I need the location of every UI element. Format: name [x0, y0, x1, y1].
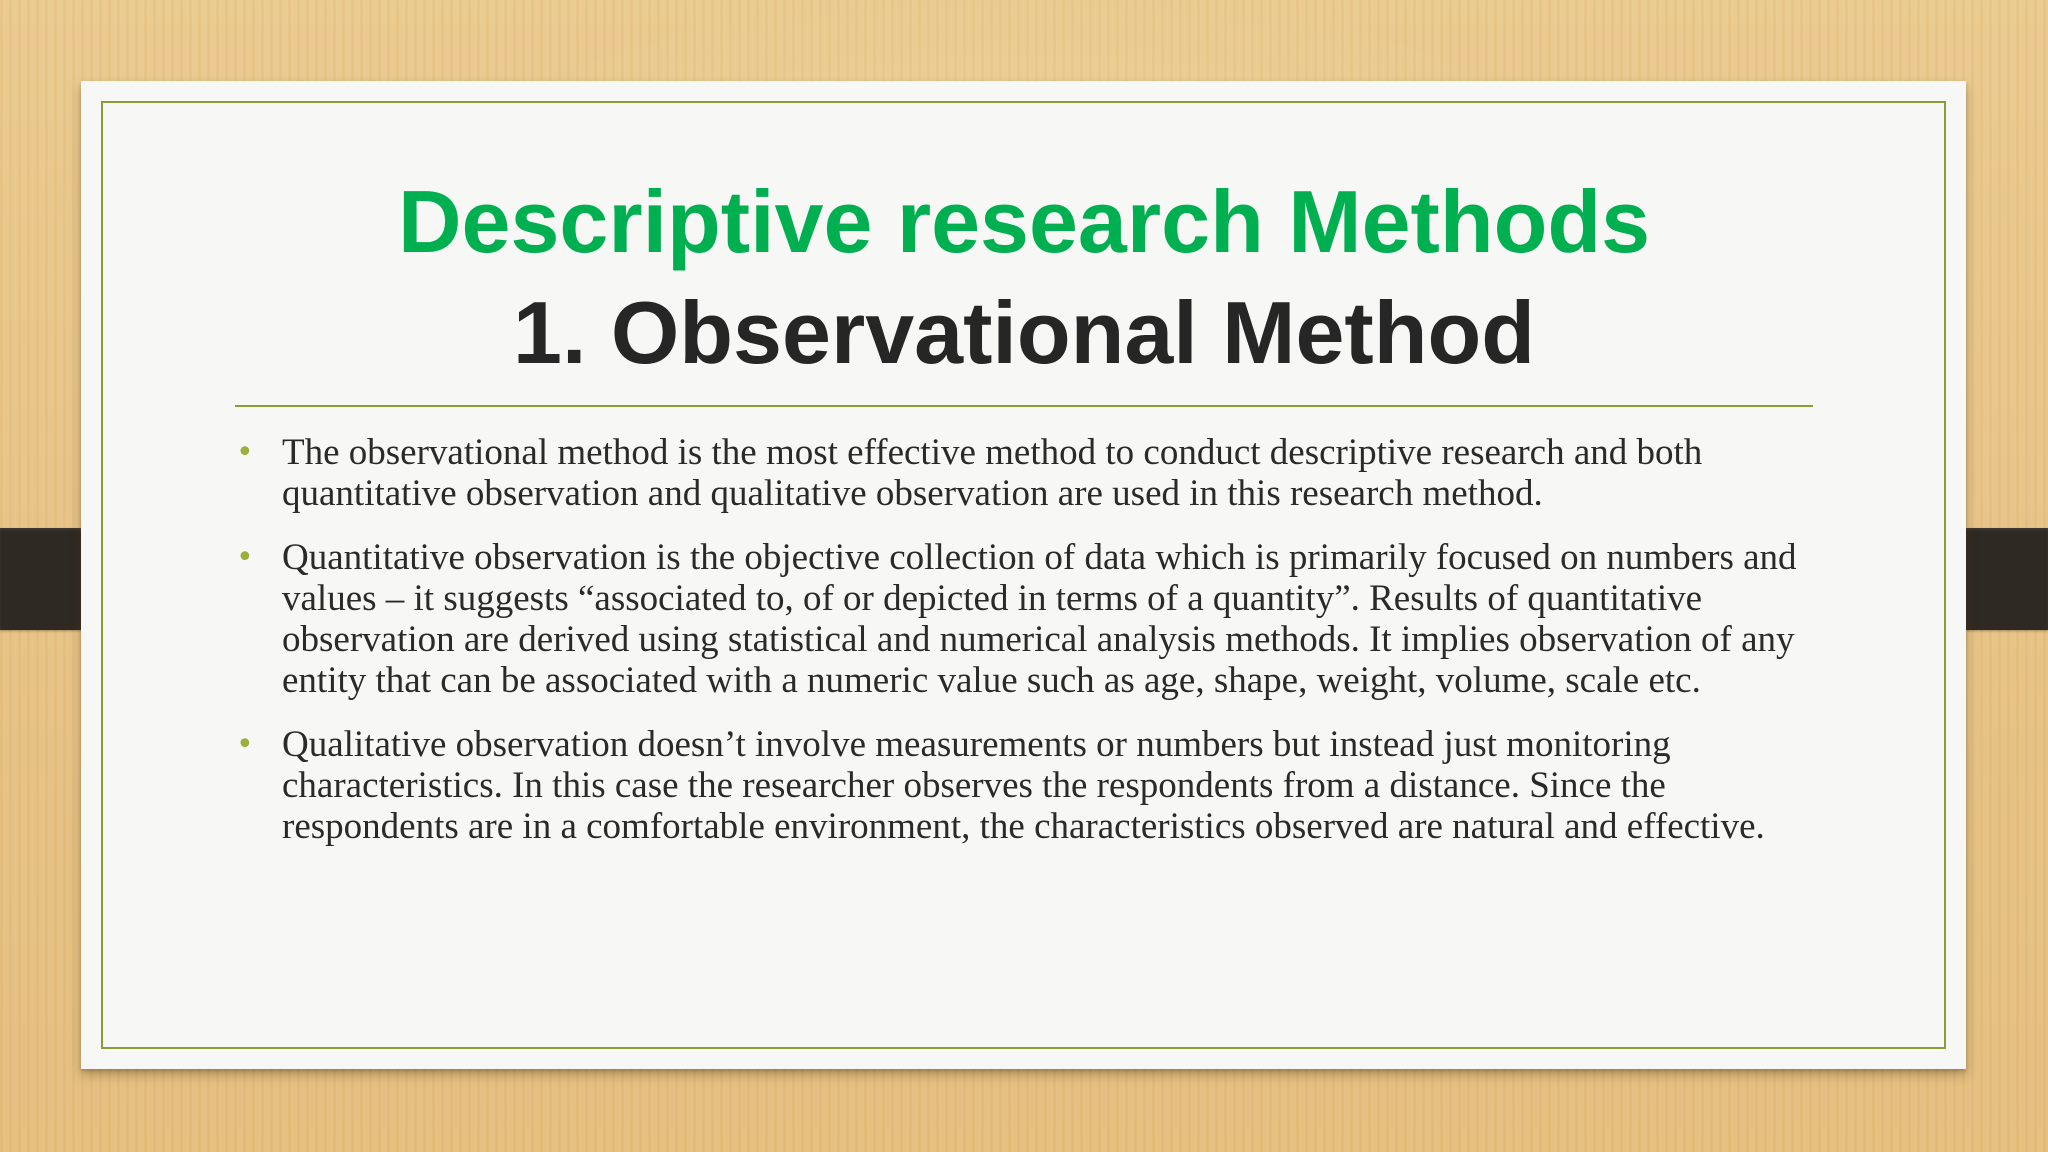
bullet-item-qualitative-observation [236, 724, 1816, 847]
bullet-item-observational-method [236, 432, 1816, 514]
bullet-dot-icon: • [236, 540, 254, 575]
bullet-text: The observational method is the most effective method to conduct descriptive research and both quantitative observation and qualitative observation are used in this research method. [282, 432, 1703, 514]
bullet-text: Quantitative observation is the objective collection of data which is primarily focused on numbers and values – it suggests “associated to, of or depicted in terms of a quantity”. Results of quantitative observation are derived using statistical and numerical analysis methods. It implies observation of any entity that can be associated with a numeric value such as age, shape, weight, volume, scale etc. [282, 537, 1797, 701]
title-divider [235, 405, 1813, 407]
bullet-dot-icon: • [236, 435, 254, 470]
bullet-list [236, 432, 1816, 870]
slide-title: Descriptive research Methods [397, 172, 1651, 271]
bullet-text: Qualitative observation doesn’t involve measurements or numbers but instead just monitoring characteristics. In this case the researcher observes the respondents from a distance. Since the respondents are in a comfortable environment, the characteristics observed are natural and effective. [282, 724, 1765, 847]
bullet-item-quantitative-observation [236, 537, 1816, 701]
bullet-dot-icon: • [236, 727, 254, 762]
slide-subtitle: 1. Observational Method [513, 283, 1535, 382]
